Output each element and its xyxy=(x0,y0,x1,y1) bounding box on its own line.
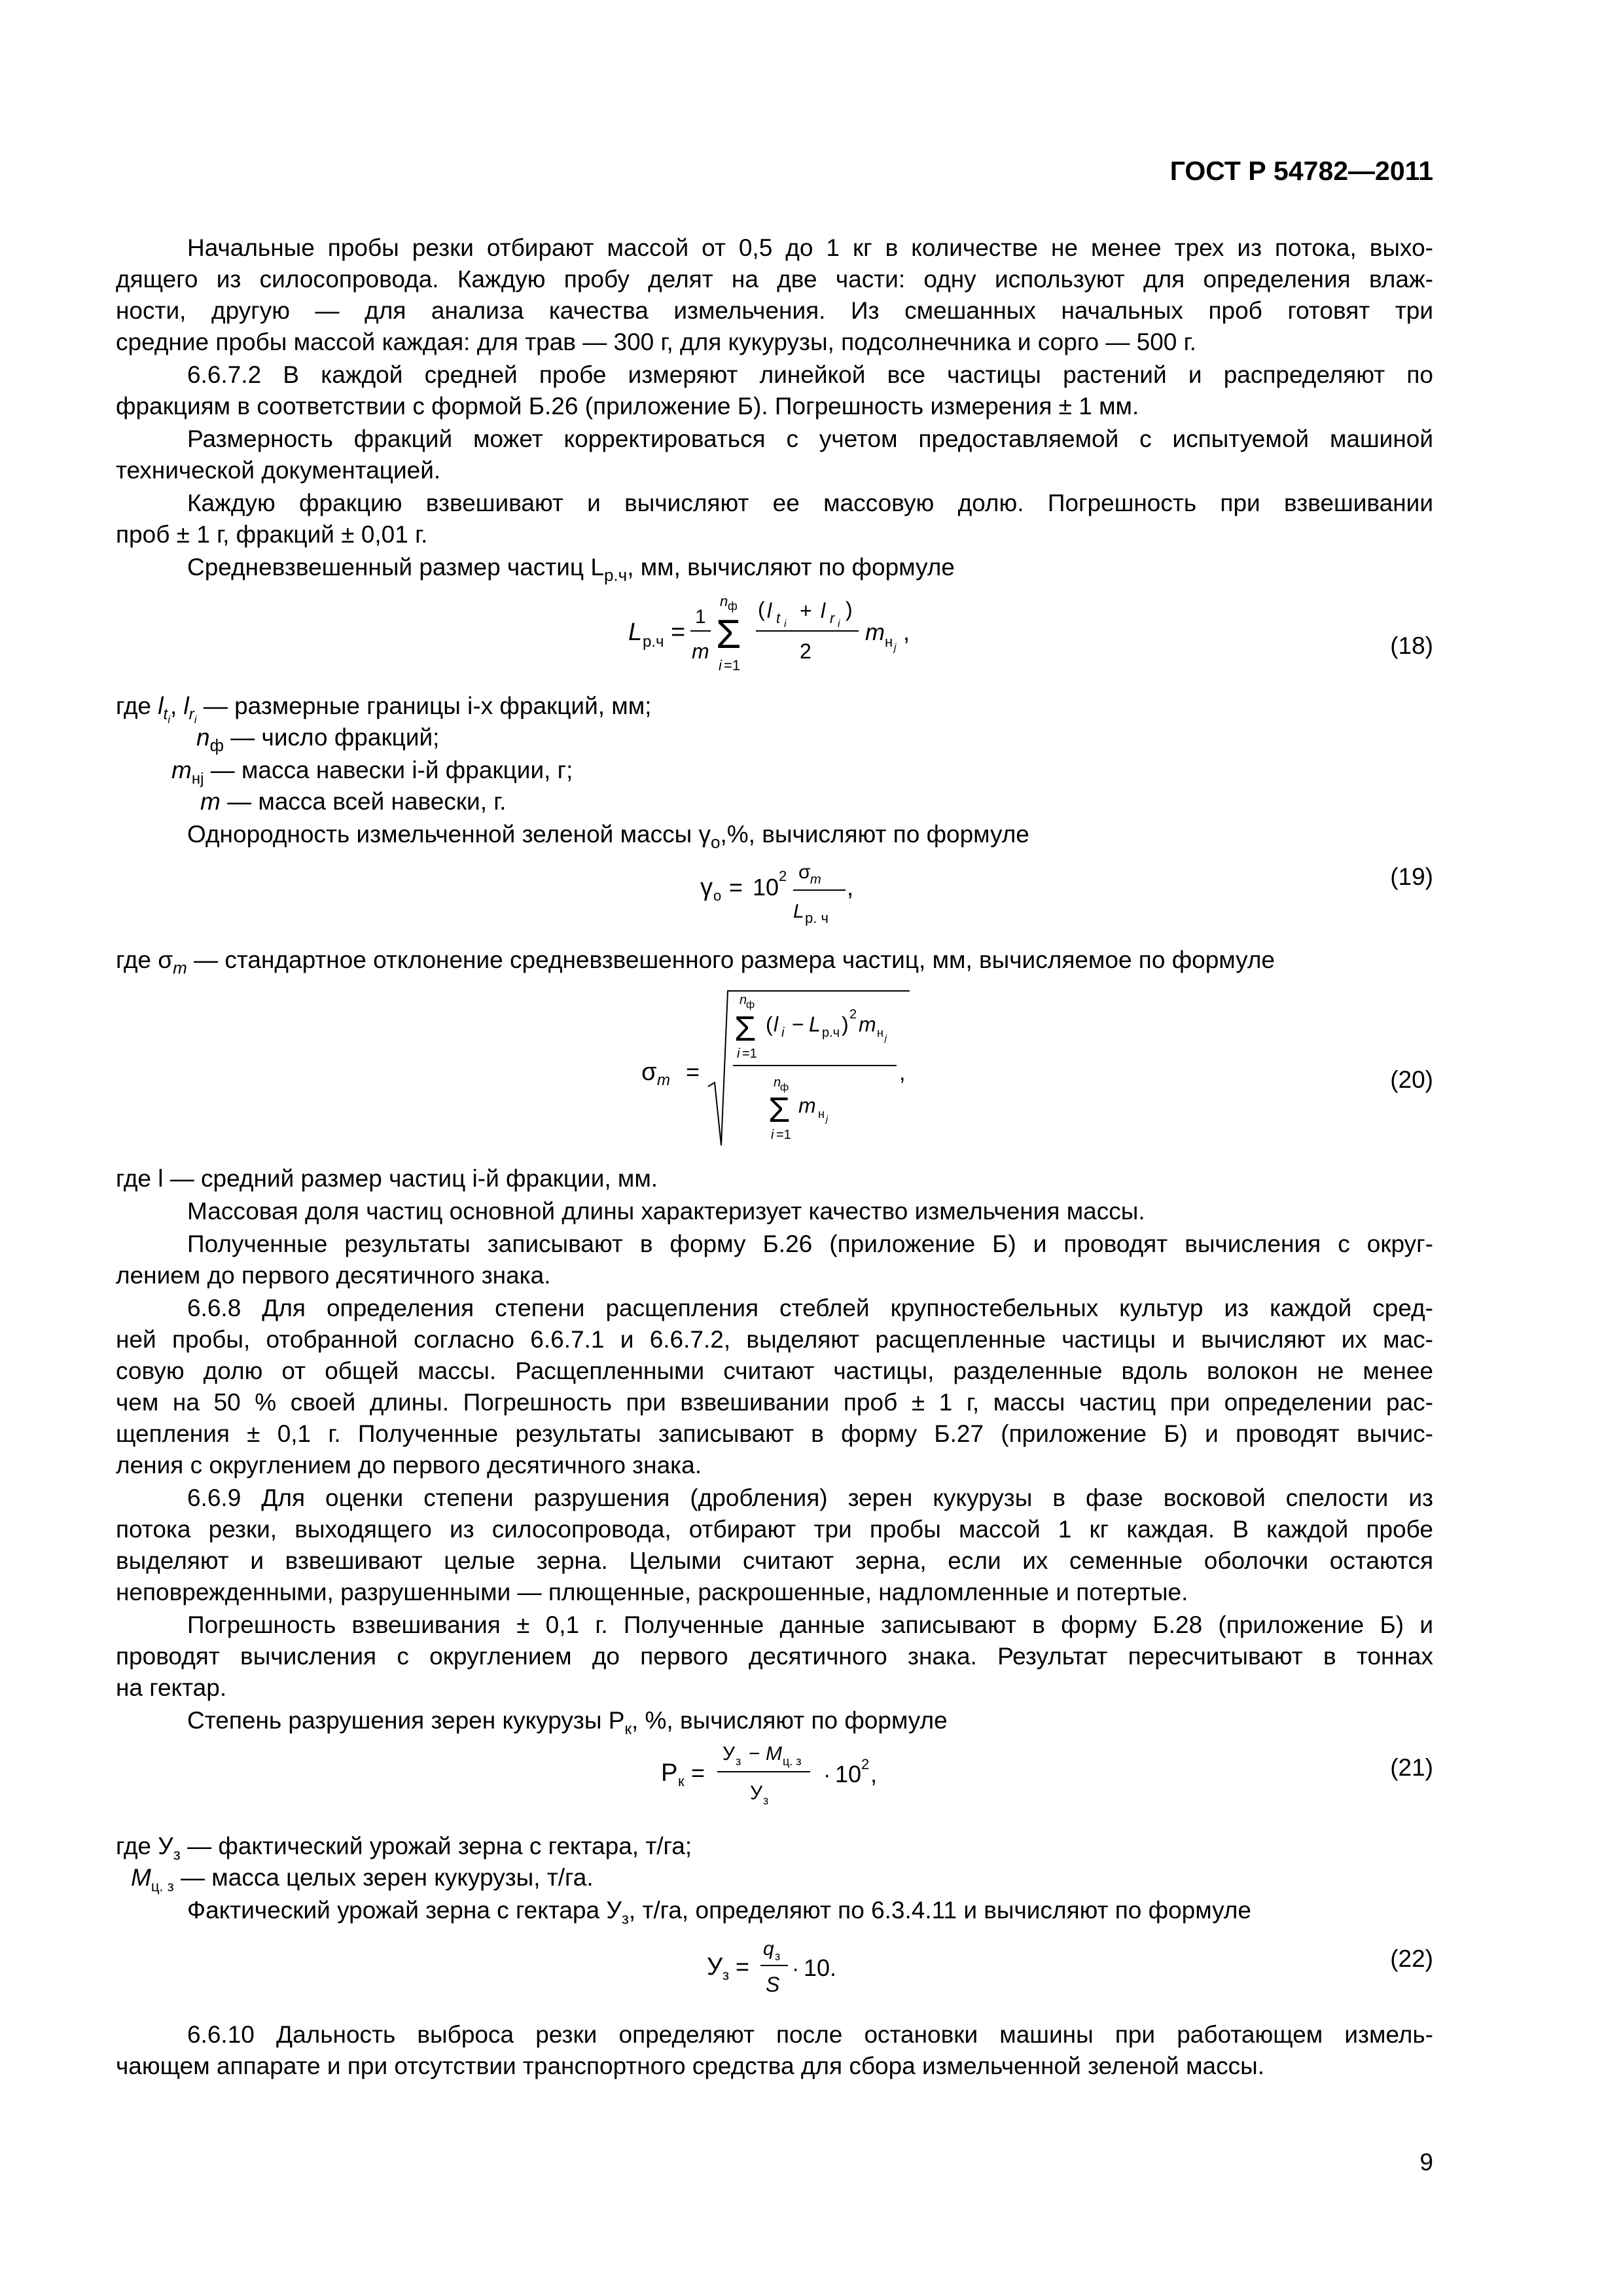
svg-text:н: н xyxy=(885,634,893,650)
text: — размерные границы i-х фракций, мм; xyxy=(196,692,652,719)
symbol: M xyxy=(131,1864,151,1891)
svg-text:·: · xyxy=(792,1956,800,1981)
svg-text:У: У xyxy=(707,1953,723,1981)
svg-text:У: У xyxy=(722,1743,736,1765)
svg-text:2: 2 xyxy=(861,1756,870,1772)
svg-text:н: н xyxy=(877,1026,883,1039)
svg-text:n: n xyxy=(720,593,728,609)
text: где xyxy=(116,1833,158,1859)
svg-text:j: j xyxy=(826,1113,829,1124)
text: Степень разрушения зерен кукурузы Р xyxy=(187,1707,625,1734)
text-line: проб ± 1 г, фракций ± 0,01 г. xyxy=(116,521,428,548)
svg-text:S: S xyxy=(766,1973,780,1996)
text-line: на гектар. xyxy=(116,1674,227,1701)
equation-19 xyxy=(694,857,903,942)
subscript: ф xyxy=(209,735,224,755)
svg-text:L: L xyxy=(809,1013,821,1036)
svg-text:о: о xyxy=(713,888,722,904)
text-line: лением до первого десятичного знака. xyxy=(116,1262,551,1289)
svg-text:σ: σ xyxy=(798,861,811,883)
where-item xyxy=(200,786,507,817)
svg-text:Σ: Σ xyxy=(768,1090,791,1130)
svg-text:i: i xyxy=(737,1047,740,1061)
svg-text:l: l xyxy=(774,1013,779,1036)
svg-text:10: 10 xyxy=(835,1761,862,1787)
text-line: дящего из силосопровода. Каждую пробу делят на две части: одну используют для определения влаж- xyxy=(116,266,1433,293)
svg-text:з: з xyxy=(775,1950,781,1963)
svg-text:i: i xyxy=(838,619,840,630)
equation-number: (22) xyxy=(1390,1945,1433,1972)
svg-text:2: 2 xyxy=(779,868,787,884)
svg-text:n: n xyxy=(774,1075,781,1090)
symbol: m xyxy=(200,788,221,815)
svg-text:n: n xyxy=(740,993,747,1007)
text: — масса навески i-й фракции, г; xyxy=(204,757,573,783)
text: — число фракций; xyxy=(223,724,440,751)
svg-text:=: = xyxy=(736,1953,750,1980)
text-line: технической документацией. xyxy=(116,457,441,484)
text: , %, вычисляют по формуле xyxy=(631,1707,948,1734)
svg-text:i: i xyxy=(781,1026,785,1040)
paragraph-std-dev xyxy=(116,944,1275,983)
text: — масса всей навески, г. xyxy=(220,788,507,815)
equation-number: (19) xyxy=(1390,863,1433,890)
text: где σ xyxy=(116,946,173,973)
text-line: потока резки, выходящего из силосопровода, отбирают три пробы массой 1 кг каждая. В каждой пробе xyxy=(116,1516,1433,1543)
svg-text:р.ч: р.ч xyxy=(822,1026,840,1040)
subscript: о xyxy=(710,832,721,852)
svg-text:к: к xyxy=(678,1773,685,1789)
text-line: Погрешность взвешивания ± 0,1 г. Полученные данные записывают в форму Б.28 (приложение Б) и xyxy=(187,1611,1433,1638)
svg-text:р. ч: р. ч xyxy=(805,910,829,926)
svg-text:m: m xyxy=(657,1071,670,1089)
text-line: Размерность фракций может корректироваться с учетом предоставляемой с испытуемой машиной xyxy=(187,425,1433,452)
svg-text:=1: =1 xyxy=(724,657,741,673)
document-header: ГОСТ Р 54782—2011 xyxy=(1169,156,1433,186)
text: — стандартное отклонение средневзвешенного размера частиц, мм, вычисляемое по формуле xyxy=(187,946,1275,973)
svg-text:ц. з: ц. з xyxy=(783,1755,802,1768)
svg-text:10.: 10. xyxy=(804,1954,837,1981)
svg-text:m: m xyxy=(692,639,709,663)
svg-text:γ: γ xyxy=(700,874,713,901)
text: Однородность измельченной зеленой массы γ xyxy=(187,821,711,848)
text: — масса целых зерен кукурузы, т/га. xyxy=(173,1864,594,1891)
svg-text:m: m xyxy=(859,1013,876,1036)
svg-text:ф: ф xyxy=(746,999,755,1011)
svg-text:i: i xyxy=(771,1128,774,1142)
svg-text:·: · xyxy=(823,1763,831,1787)
svg-text:,: , xyxy=(870,1761,878,1787)
svg-text:l: l xyxy=(767,599,772,622)
text: где xyxy=(116,692,158,719)
text: — фактический урожай зерна с гектара, т/га; xyxy=(180,1833,692,1859)
svg-text:=1: =1 xyxy=(776,1128,791,1142)
subscript: з xyxy=(173,1846,181,1864)
svg-text:i: i xyxy=(784,619,787,630)
svg-text:m: m xyxy=(865,619,885,645)
text: Фактический урожай зерна с гектара У xyxy=(187,1897,622,1924)
equation-20 xyxy=(635,982,923,1164)
text-line: ления с округлением до первого десятичного знака. xyxy=(116,1452,702,1479)
svg-text:σ: σ xyxy=(641,1058,657,1086)
text-line: Начальные пробы резки отбирают массой от 0,5 до 1 кг в количестве не менее трех из потока, выхо- xyxy=(187,234,1433,261)
text-line: неповрежденными, разрушенными — плющенные, раскрошенные, надломленные и потертые. xyxy=(116,1579,1188,1605)
svg-text:Σ: Σ xyxy=(716,612,741,657)
svg-text:р.ч: р.ч xyxy=(643,633,664,651)
svg-text:,: , xyxy=(903,619,910,645)
text: , т/га, определяют по 6.3.4.11 и вычисляют по формуле xyxy=(628,1897,1251,1924)
svg-text:r: r xyxy=(830,610,835,626)
symbol: У xyxy=(158,1833,173,1859)
page-number: 9 xyxy=(1419,2149,1433,2176)
text-line: 6.6.7.2 В каждой средней пробе измеряют линейкой все частицы растений и распределяют по xyxy=(187,361,1433,388)
svg-text:−: − xyxy=(749,1743,760,1765)
svg-text:,: , xyxy=(847,874,854,901)
svg-text:Р: Р xyxy=(661,1759,678,1787)
svg-text:j: j xyxy=(885,1032,887,1043)
svg-text:+: + xyxy=(800,599,812,622)
svg-text:ф: ф xyxy=(780,1082,789,1093)
where-item: где l — средний размер частиц i-й фракции, мм. xyxy=(116,1165,658,1192)
svg-text:): ) xyxy=(842,1013,849,1036)
where-item: где $l_{t_i}$, $l_{r_i}$ — размерные границы i-х фракций, мм; xyxy=(116,692,652,726)
paragraph-main-length: Массовая доля частиц основной длины характеризует качество измельчения массы. xyxy=(187,1198,1145,1225)
text: , мм, вычисляют по формуле xyxy=(627,554,955,581)
text: ,%, вычисляют по формуле xyxy=(720,821,1029,848)
svg-text:2: 2 xyxy=(849,1007,857,1022)
svg-text:=1: =1 xyxy=(742,1047,757,1061)
svg-text:(: ( xyxy=(766,1013,773,1036)
svg-text:M: M xyxy=(766,1743,782,1765)
text-line: ности, другую — для анализа качества измельчения. Из смешанных начальных проб готовят три xyxy=(116,297,1433,324)
text-line: средние пробы массой каждая: для трав — 300 г, для кукурузы, подсолнечника и сорго — 500 г. xyxy=(116,329,1196,355)
text-line: щепления ± 0,1 г. Полученные результаты записывают в форму Б.27 (приложение Б) и проводят вычис- xyxy=(116,1420,1433,1447)
svg-text:L: L xyxy=(793,901,804,922)
svg-text:=: = xyxy=(671,619,686,646)
subscript: ц. з xyxy=(151,1878,174,1895)
equation-21 xyxy=(654,1731,929,1822)
svg-text:t: t xyxy=(776,610,781,626)
text-line: выделяют и взвешивают целые зерна. Целыми считают зерна, если их семенные оболочки остаются xyxy=(116,1547,1433,1574)
text-line: 6.6.9 Для оценки степени разрушения (дробления) зерен кукурузы в фазе восковой спелости из xyxy=(187,1484,1433,1511)
svg-text:10: 10 xyxy=(753,874,779,901)
svg-text:(: ( xyxy=(758,598,765,621)
svg-text:У: У xyxy=(750,1782,763,1804)
svg-text:=: = xyxy=(691,1759,705,1786)
svg-text:): ) xyxy=(846,598,853,621)
svg-text:j: j xyxy=(894,642,897,653)
text-line: Полученные результаты записывают в форму Б.26 (приложение Б) и проводят вычисления с округ- xyxy=(187,1230,1433,1257)
svg-text:l: l xyxy=(821,599,826,622)
svg-text:ф: ф xyxy=(728,600,738,613)
text-line: 6.6.8 Для определения степени расщепления стеблей крупностебельных культур из каждой сред- xyxy=(187,1295,1433,1321)
symbol: m xyxy=(171,757,192,783)
subscript: р.ч xyxy=(603,565,628,585)
svg-text:−: − xyxy=(792,1013,804,1036)
text-line: Каждую фракцию взвешивают и вычисляют ее массовую долю. Погрешность при взвешивании xyxy=(187,490,1433,516)
svg-text:з: з xyxy=(736,1755,741,1768)
svg-text:,: , xyxy=(899,1060,906,1085)
text-line: чающем аппарате и при отсутствии транспортного средства для сбора измельченной зеленой массы. xyxy=(116,2053,1264,2079)
text-line: проводят вычисления с округлением до первого десятичного знака. Результат пересчитывают в тоннах xyxy=(116,1643,1433,1670)
svg-text:m: m xyxy=(810,872,821,887)
equation-number: (21) xyxy=(1390,1754,1433,1781)
equation-number: (18) xyxy=(1390,632,1433,659)
svg-text:=: = xyxy=(729,874,743,901)
text-line: 6.6.10 Дальность выброса резки определяют после остановки машины при работающем измель- xyxy=(187,2021,1433,2048)
svg-text:=: = xyxy=(686,1058,700,1085)
symbol: n xyxy=(196,724,210,751)
equation-number: (20) xyxy=(1390,1066,1433,1093)
svg-text:з: з xyxy=(763,1794,769,1807)
svg-text:q: q xyxy=(763,1938,774,1960)
svg-text:з: з xyxy=(722,1967,730,1983)
text-line: чем на 50 % своей длины. Погрешность при взвешивании проб ± 1 г, массы частиц при определении рас- xyxy=(116,1389,1433,1416)
subscript: з xyxy=(621,1910,629,1928)
svg-text:L: L xyxy=(628,619,643,646)
text-line: ней пробы, отобранной согласно 6.6.7.1 и 6.6.7.2, выделяют расщепленные частицы и вычисляют их мас- xyxy=(116,1326,1433,1353)
svg-text:1: 1 xyxy=(695,606,706,628)
text: Средневзвешенный размер частиц L xyxy=(187,554,604,581)
paragraph-homogeneity xyxy=(187,819,1029,857)
svg-text:i: i xyxy=(719,657,722,673)
text-line: фракциям в соответствии с формой Б.26 (приложение Б). Погрешность измерения ± 1 мм. xyxy=(116,393,1139,420)
svg-text:m: m xyxy=(798,1094,816,1117)
equation-18 xyxy=(615,583,982,687)
svg-text:Σ: Σ xyxy=(734,1009,757,1049)
svg-text:2: 2 xyxy=(800,639,812,663)
subscript: m xyxy=(173,958,187,978)
subscript: к xyxy=(624,1720,632,1738)
text-line: совую долю от общей массы. Расщепленными считают частицы, разделенные вдоль волокон не менее xyxy=(116,1357,1433,1384)
subscript: нj xyxy=(191,770,204,788)
svg-text:н: н xyxy=(818,1107,825,1121)
equation-22 xyxy=(700,1928,897,2012)
